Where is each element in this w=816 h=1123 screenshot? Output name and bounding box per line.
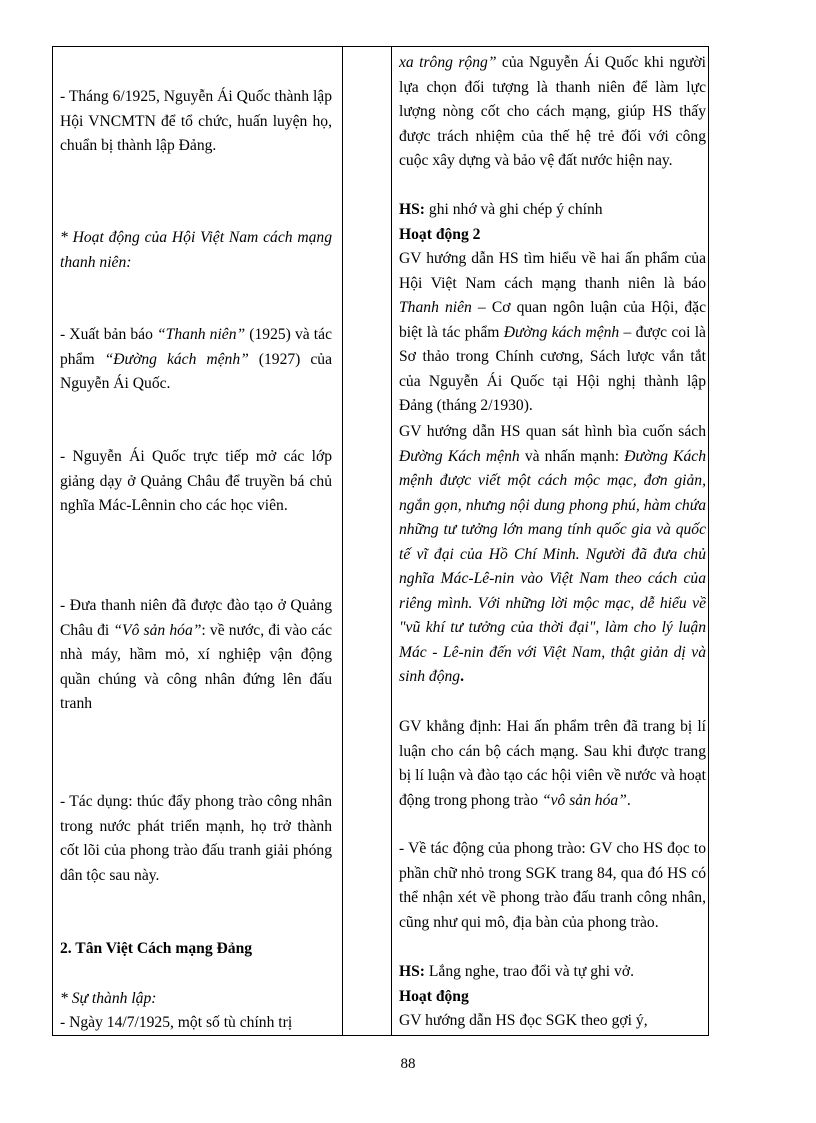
activity-paragraph: HS: Lắng nghe, trao đổi và tự ghi vở. [399, 963, 634, 980]
activity-paragraph: GV hướng dẫn HS đọc SGK theo gợi ý, [399, 1012, 648, 1029]
content-paragraph: - Nguyễn Ái Quốc trực tiếp mở các lớp giảng dạy ở Quảng Châu để truyền bá chủ nghĩa Mác-Lênnin cho các học viên. [60, 448, 332, 514]
activity-paragraph: HS: ghi nhớ và ghi chép ý chính [399, 201, 603, 218]
section-heading: 2. Tân Việt Cách mạng Đảng [60, 940, 253, 957]
section-subheading: * Sự thành lập: [60, 990, 157, 1007]
activity-paragraph: xa trông rộng” của Nguyễn Ái Quốc khi người lựa chọn đối tượng là thanh niên để làm lực lượng nòng cốt cho cách mạng, giúp HS thấy được trách nhiệm của thế hệ trẻ đối với công cuộc xây dựng và bảo vệ đất nước hiện nay. [399, 54, 706, 169]
content-paragraph: - Ngày 14/7/1925, một số tù chính trị [60, 1014, 293, 1031]
content-paragraph: - Đưa thanh niên đã được đào tạo ở Quảng Châu đi “Vô sản hóa”: về nước, đi vào các nhà máy, hầm mỏ, xí nghiệp vận động quần chúng và công nhân đứng lên đấu tranh [60, 597, 332, 712]
activity-paragraph: GV hướng dẫn HS tìm hiểu về hai ấn phẩm của Hội Việt Nam cách mạng thanh niên là báo Thanh niên – Cơ quan ngôn luận của Hội, đặc biệt là tác phẩm Đường kách mệnh – được coi là Sơ thảo trong Chính cương, Sách lược vắn tắt của Nguyễn Ái Quốc tại Hội nghị thành lập Đảng (tháng 2/1930). [399, 250, 706, 414]
activity-paragraph: GV khẳng định: Hai ấn phẩm trên đã trang bị lí luận cho cán bộ cách mạng. Sau khi được trang bị lí luận và đào tạo các hội viên về nước và hoạt động trong phong trào “vô sản hóa”. [399, 718, 706, 809]
section-subheading: * Hoạt động của Hội Việt Nam cách mạng thanh niên: [60, 229, 332, 271]
page-number: 88 [400, 1056, 416, 1072]
activity-heading: Hoạt động 2 [399, 226, 481, 243]
content-paragraph: - Tháng 6/1925, Nguyễn Ái Quốc thành lập Hội VNCMTN để tổ chức, huấn luyện họ, chuẩn bị thành lập Đảng. [60, 88, 332, 154]
activity-heading: Hoạt động [399, 988, 469, 1005]
lesson-table [52, 46, 709, 1036]
activity-paragraph: GV hướng dẫn HS quan sát hình bìa cuốn sách Đường Kách mệnh và nhấn mạnh: Đường Kách mệnh được viết một cách mộc mạc, đơn giản, ngắn gọn, nhưng nội dung phong phú, hàm chứa những tư tưởng lớn mang tính quốc gia và quốc tế vĩ đại của Hồ Chí Minh. Người đã đưa chủ nghĩa Mác-Lê-nin vào Việt Nam theo cách của riêng mình. Với những lời mộc mạc, dễ hiểu về "vũ khí tư tưởng của thời đại", làm cho lý luận Mác - Lê-nin đến với Việt Nam, thật giản dị và sinh động. [399, 423, 707, 685]
activity-column [392, 47, 708, 1035]
middle-column [343, 47, 392, 1035]
content-paragraph: - Tác dụng: thúc đẩy phong trào công nhân trong nước phát triển mạnh, họ trở thành cốt lõi của phong trào đấu tranh giải phóng dân tộc sau này. [60, 793, 332, 884]
content-column [53, 47, 343, 1035]
activity-paragraph: - Về tác động của phong trào: GV cho HS đọc to phần chữ nhỏ trong SGK trang 84, qua đó HS có thể nhận xét về phong trào đấu tranh công nhân, cũng như qui mô, địa bàn của phong trào. [399, 840, 706, 931]
content-paragraph: - Xuất bản báo “Thanh niên” (1925) và tác phẩm “Đường kách mệnh” (1927) của Nguyễn Ái Quốc. [60, 326, 332, 392]
